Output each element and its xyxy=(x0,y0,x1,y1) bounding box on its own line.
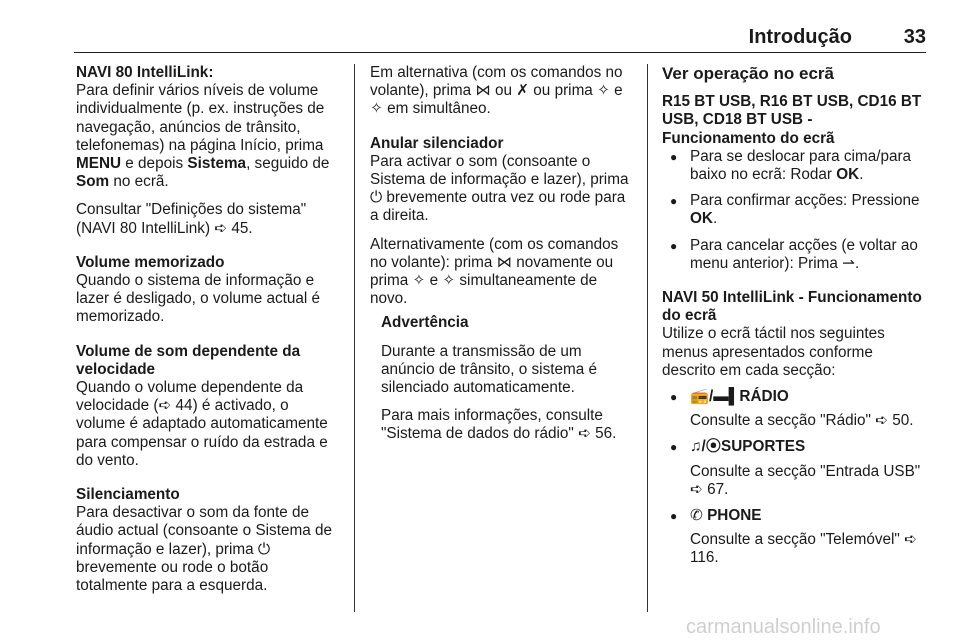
watermark: carmanualsonline.info xyxy=(686,616,881,638)
r15-heading: R15 BT USB, R16 BT USB, CD16 BT USB, CD18 BT USB - Funcionamento do ecrã xyxy=(662,93,922,147)
page-header xyxy=(74,26,926,54)
note-box xyxy=(370,314,636,443)
chapter-title: Introdução xyxy=(748,26,852,48)
text: Para cancelar acções (e voltar ao menu anterior): Prima ⇀. xyxy=(690,236,918,272)
text: e depois xyxy=(121,155,188,173)
phone-description: Consulte a secção "Telemóvel" ➪ 116. xyxy=(690,531,917,567)
column-divider-2 xyxy=(647,64,648,612)
list-item xyxy=(662,237,930,273)
list-item-phone xyxy=(662,507,930,568)
unmute-heading: Anular silenciador xyxy=(370,134,504,152)
list-item xyxy=(662,192,930,228)
ok-keyword: OK xyxy=(690,210,713,228)
mute-alternative-paragraph: Em alternativa (com os comandos no volante), prima ⋈ ou ✗ ou prima ✧ e ✧ em simultâneo. xyxy=(370,64,623,118)
note-reference: Para mais informações, consulte "Sistema de dados do rádio" ➪ 56. xyxy=(381,407,617,443)
radio-label: 📻/▬▌RÁDIO xyxy=(690,388,789,406)
navi80-paragraph xyxy=(76,82,342,191)
column-divider-1 xyxy=(354,64,355,612)
list-item-suportes xyxy=(662,438,930,499)
text: no ecrã. xyxy=(109,173,169,191)
r15-list xyxy=(662,148,930,273)
header-rule xyxy=(74,52,926,53)
speed-volume-paragraph: Quando o volume dependente da velocidade (➪ 44) é activado, o volume é adaptado automaticamente para compensar o ruído da estrada e do vento. xyxy=(76,379,328,469)
speed-volume-heading: Volume de som dependente da velocidade xyxy=(76,342,301,378)
page-number: 33 xyxy=(903,26,926,48)
unmute-paragraph: Para activar o som (consoante o Sistema de informação e lazer), prima ⏻ brevemente outra vez ou rode para a direita. xyxy=(370,152,629,225)
suportes-description: Consulte a secção "Entrada USB" ➪ 67. xyxy=(690,462,921,498)
unmute-alternative-paragraph: Alternativamente (com os comandos no volante): prima ⋈ novamente ou prima ✧ e ✧ simultaneamente de novo. xyxy=(370,235,619,308)
volume-memorized-heading: Volume memorizado xyxy=(76,253,225,271)
sistema-keyword: Sistema xyxy=(187,155,247,173)
text: . xyxy=(859,166,864,184)
note-paragraph: Durante a transmissão de um anúncio de trânsito, o sistema é silenciado automaticamente. xyxy=(381,342,597,397)
som-keyword: Som xyxy=(76,173,110,191)
mute-paragraph: Para desactivar o som da fonte de áudio actual (consoante o Sistema de informação e lazer), prima ⏻ brevemente ou rode o botão totalmente para a esquerda. xyxy=(76,504,332,595)
text: . xyxy=(712,210,718,228)
ok-keyword: OK xyxy=(836,166,860,184)
settings-reference: Consultar "Definições do sistema" (NAVI 80 IntelliLink) ➪ 45. xyxy=(76,201,307,237)
phone-label: ✆ PHONE xyxy=(690,507,762,525)
list-item-radio xyxy=(662,388,930,430)
volume-memorized-paragraph: Quando o sistema de informação e lazer é desligado, o volume actual é memorizado. xyxy=(76,272,321,326)
navi80-heading: NAVI 80 IntelliLink: xyxy=(76,64,214,81)
text: Para definir vários níveis de volume individualmente (p. ex. instruções de navegação, anúncios de trânsito, telefonemas) na página Início, prima xyxy=(76,82,325,154)
navi50-heading: NAVI 50 IntelliLink - Funcionamento do ecrã xyxy=(662,289,922,325)
suportes-label: ♫/⦿SUPORTES xyxy=(690,438,806,456)
column-2 xyxy=(370,64,636,454)
text: Para confirmar acções: Pressione xyxy=(690,192,920,210)
menu-keyword: MENU xyxy=(76,155,122,173)
section-heading: Ver operação no ecrã xyxy=(662,64,834,83)
note-heading: Advertência xyxy=(381,314,469,332)
navi50-paragraph: Utilize o ecrã táctil nos seguintes menus apresentados conforme descrito em cada secção: xyxy=(662,325,885,379)
text: , seguido de xyxy=(246,155,330,173)
navi50-list xyxy=(662,388,930,568)
radio-description: Consulte a secção "Rádio" ➪ 50. xyxy=(690,412,914,430)
column-3 xyxy=(662,64,930,584)
column-1 xyxy=(76,64,342,605)
text: Para se deslocar para cima/para baixo no ecrã: Rodar xyxy=(690,147,912,184)
mute-heading: Silenciamento xyxy=(76,486,180,504)
list-item xyxy=(662,148,930,184)
